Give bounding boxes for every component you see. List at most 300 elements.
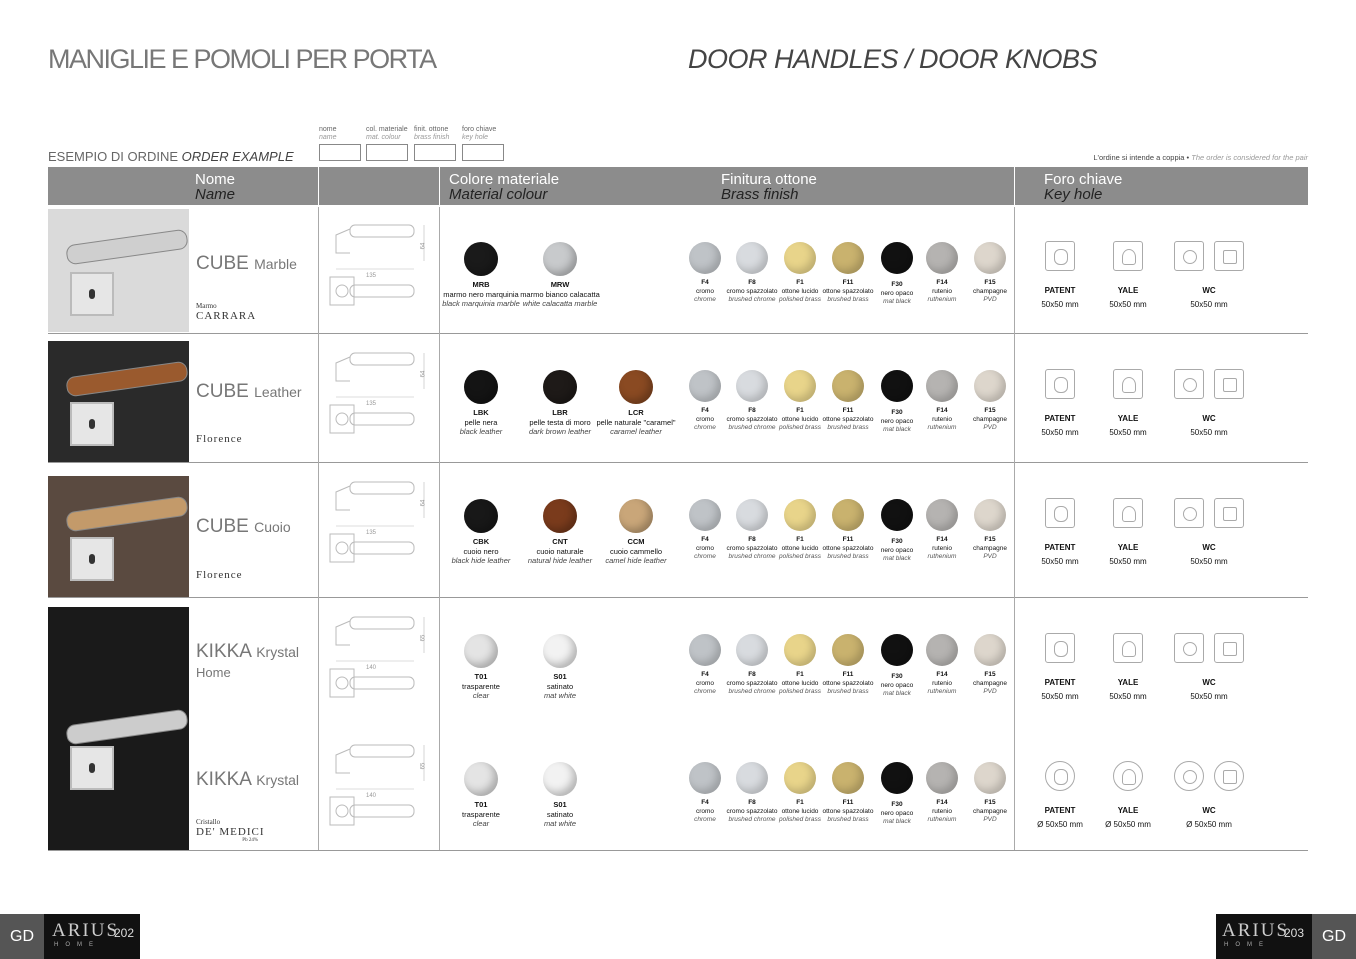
finish-code: F8 — [748, 799, 756, 806]
wc-inner-shape — [1223, 250, 1237, 264]
keyhole-type: PATENT — [1044, 543, 1076, 552]
dimension-width: 135 — [366, 530, 377, 536]
finish-code: F30 — [891, 281, 903, 288]
material-swatch — [619, 370, 653, 404]
keyhole-type: YALE — [1117, 414, 1139, 423]
finish-name-en: PVD — [983, 424, 997, 431]
keyhole-size: 50x50 mm — [1041, 428, 1079, 437]
finish-name-en: PVD — [983, 296, 997, 303]
product-name-variant: Krystal — [256, 772, 299, 788]
brand-logo-main: Florence — [196, 433, 243, 445]
finish-name-it: rutenio — [932, 415, 952, 423]
material-code: MRW — [550, 280, 570, 289]
keyhole-yale-icon — [1113, 369, 1143, 399]
finish-name-en: PVD — [983, 553, 997, 560]
order-field-2 — [414, 126, 456, 161]
page-number-left: 202 — [114, 926, 135, 940]
material-swatch — [543, 242, 577, 276]
wc-release-icon — [1214, 761, 1244, 791]
brand-logo-note: Pb 24% — [242, 838, 258, 843]
finish-name-en: polished brass — [779, 424, 821, 431]
keyhole-patent-icon — [1045, 369, 1075, 399]
finish-name-it: champagne — [973, 287, 1007, 295]
finish-swatch — [736, 762, 768, 794]
order-field-caption-it: finit. ottone — [414, 126, 449, 133]
material-label — [591, 537, 681, 566]
finish-code: F15 — [984, 407, 996, 414]
technical-drawing — [326, 613, 434, 713]
home-logo-right: HOME — [1224, 942, 1270, 948]
finish-name-it: cromo — [695, 287, 715, 295]
material-swatch — [464, 634, 498, 668]
finish-name-it: champagne — [973, 415, 1007, 423]
keyhole-label — [1169, 284, 1249, 312]
finish-name-it: rutenio — [932, 287, 952, 295]
keyhole-patent-icon — [1045, 633, 1075, 663]
keyhole-patent-icon — [1045, 498, 1075, 528]
finish-swatch — [974, 242, 1006, 274]
keyhole-type: YALE — [1117, 678, 1139, 687]
material-swatch — [464, 242, 498, 276]
finish-name-it: champagne — [973, 679, 1007, 687]
finish-name-en: mat black — [883, 555, 911, 562]
keyhole-label — [1169, 541, 1249, 569]
keyhole-size: 50x50 mm — [1109, 428, 1147, 437]
finish-name-it: nero opaco — [880, 681, 914, 689]
keyhole-size: 50x50 mm — [1190, 692, 1228, 701]
finish-code: F30 — [891, 801, 903, 808]
keyhole-type: WC — [1202, 414, 1216, 423]
finish-name-en: brushed chrome — [728, 688, 776, 695]
order-field-caption — [414, 126, 456, 142]
material-code: CCM — [627, 537, 645, 546]
finish-code: F4 — [701, 536, 709, 543]
arius-logo-right: ARIUS — [1222, 920, 1290, 941]
order-field-caption-it: col. materiale — [366, 126, 408, 133]
product-name-main: CUBE — [196, 253, 249, 274]
finish-name-it: cromo — [695, 415, 715, 423]
material-name-en: mat white — [543, 691, 577, 700]
keyhole-type: PATENT — [1044, 414, 1076, 423]
material-name-it: marmo nero marquinia — [443, 289, 519, 299]
finish-code: F15 — [984, 536, 996, 543]
finish-name-it: cromo — [695, 807, 715, 815]
finish-label — [960, 279, 1020, 305]
finish-label — [960, 671, 1020, 697]
material-swatch — [464, 499, 498, 533]
keyhole-size: 50x50 mm — [1041, 300, 1079, 309]
finish-code: F15 — [984, 279, 996, 286]
product-name-main: CUBE — [196, 381, 249, 402]
finish-swatch — [881, 499, 913, 531]
finish-swatch — [926, 762, 958, 794]
material-name-it: trasparente — [462, 681, 500, 691]
finish-code: F14 — [936, 279, 948, 286]
finish-swatch — [881, 242, 913, 274]
keyhole-inner-shape — [1054, 506, 1068, 522]
material-label — [436, 800, 526, 829]
material-name-it: cuoio cammello — [609, 546, 663, 556]
material-name-en: natural hide leather — [527, 556, 593, 565]
material-swatch — [543, 499, 577, 533]
lever-shape — [65, 229, 189, 266]
finish-swatch — [832, 762, 864, 794]
finish-code: F14 — [936, 671, 948, 678]
order-field-caption-en: name — [319, 134, 337, 141]
pair-note: L'ordine si intende a coppia • The order is considered for the pair — [1093, 153, 1308, 162]
technical-drawing — [326, 478, 434, 578]
keyhole-size: Ø 50x50 mm — [1186, 820, 1232, 829]
finish-name-en: mat black — [883, 426, 911, 433]
keyhole-type: YALE — [1117, 806, 1139, 815]
finish-swatch — [784, 499, 816, 531]
wc-inner-shape — [1223, 642, 1237, 656]
brand-logo-main: DE' MEDICI — [196, 826, 265, 838]
material-label — [436, 537, 526, 566]
finish-swatch — [881, 370, 913, 402]
finish-name-it: champagne — [973, 807, 1007, 815]
keyhole-inner-shape — [1122, 249, 1136, 265]
order-field-input[interactable] — [414, 144, 456, 161]
finish-code: F8 — [748, 536, 756, 543]
brand-logo-main: Florence — [196, 569, 243, 581]
order-field-0 — [319, 126, 361, 161]
finish-code: F4 — [701, 279, 709, 286]
technical-drawing — [326, 741, 434, 841]
order-field-caption — [319, 126, 361, 142]
finish-name-en: mat black — [883, 818, 911, 825]
keyhole-shape — [89, 763, 95, 773]
page-title-en: DOOR HANDLES / DOOR KNOBS — [688, 44, 1098, 74]
finish-name-it: nero opaco — [880, 417, 914, 425]
technical-drawing — [326, 349, 434, 449]
footer-left — [0, 914, 140, 959]
finish-name-en: polished brass — [779, 553, 821, 560]
finish-swatch — [784, 762, 816, 794]
wc-release-icon — [1214, 369, 1244, 399]
keyhole-label — [1169, 412, 1249, 440]
material-swatch — [543, 762, 577, 796]
keyhole-label — [1169, 804, 1249, 832]
keyhole-type: WC — [1202, 286, 1216, 295]
product-name-main: KIKKA — [196, 641, 251, 662]
dimension-width: 135 — [366, 273, 377, 279]
keyhole-inner-shape — [1054, 249, 1068, 265]
order-field-caption — [366, 126, 408, 142]
wc-inner-shape — [1183, 642, 1197, 656]
material-name-it: cuoio naturale — [536, 546, 584, 556]
finish-code: F4 — [701, 671, 709, 678]
finish-swatch — [926, 499, 958, 531]
page-title-it: MANIGLIE E POMOLI PER PORTA — [48, 44, 436, 74]
material-label — [515, 280, 605, 309]
table-header — [48, 167, 1308, 205]
keyhole-size: 50x50 mm — [1041, 557, 1079, 566]
material-name-it: satinato — [546, 681, 574, 691]
product-name-variant: Marble — [254, 256, 297, 272]
finish-code: F1 — [796, 536, 804, 543]
finish-name-it: ottone lucido — [781, 415, 819, 423]
wc-inner-shape — [1223, 770, 1237, 784]
finish-code: F4 — [701, 799, 709, 806]
arius-logo: ARIUS — [52, 920, 120, 941]
finish-name-en: mat black — [883, 298, 911, 305]
material-name-en: black leather — [459, 427, 503, 436]
keyhole-label — [1088, 676, 1168, 704]
brand-logo-main: CARRARA — [196, 310, 257, 322]
finish-swatch — [689, 762, 721, 794]
finish-swatch — [689, 499, 721, 531]
wc-release-icon — [1214, 498, 1244, 528]
material-code: LBK — [473, 408, 489, 417]
order-field-input[interactable] — [319, 144, 361, 161]
material-code: CNT — [552, 537, 568, 546]
finish-swatch — [926, 242, 958, 274]
finish-name-it: nero opaco — [880, 289, 914, 297]
finish-name-en: brushed brass — [827, 424, 869, 431]
finish-name-it: ottone spazzolato — [822, 679, 874, 687]
page-number-right: 203 — [1284, 926, 1305, 940]
finish-code: F11 — [842, 536, 854, 543]
finish-swatch — [784, 370, 816, 402]
keyhole-shape — [89, 554, 95, 564]
row-divider — [48, 850, 1308, 851]
material-label — [515, 800, 605, 829]
wc-release-icon — [1214, 633, 1244, 663]
keyhole-yale-icon — [1113, 241, 1143, 271]
finish-name-en: ruthenium — [927, 553, 957, 560]
order-field-input[interactable] — [366, 144, 408, 161]
key-rose-shape — [70, 537, 114, 581]
finish-name-it: nero opaco — [880, 546, 914, 554]
keyhole-yale-icon — [1113, 633, 1143, 663]
keyhole-label — [1088, 412, 1168, 440]
keyhole-inner-shape — [1122, 377, 1136, 393]
finish-code: F11 — [842, 799, 854, 806]
finish-code: F8 — [748, 671, 756, 678]
finish-swatch — [736, 634, 768, 666]
finish-name-en: mat black — [883, 690, 911, 697]
finish-name-en: brushed chrome — [728, 816, 776, 823]
finish-code: F30 — [891, 673, 903, 680]
keyhole-label — [1169, 676, 1249, 704]
wc-inner-shape — [1183, 378, 1197, 392]
order-field-3 — [462, 126, 504, 161]
finish-label — [960, 536, 1020, 562]
order-field-caption-it: foro chiave — [462, 126, 497, 133]
brand-logo — [196, 433, 242, 445]
finish-swatch — [832, 499, 864, 531]
material-name-it: cuoio nero — [463, 546, 499, 556]
keyhole-type: YALE — [1117, 286, 1139, 295]
material-code: CBK — [472, 537, 490, 546]
product-subname: Home — [196, 665, 231, 680]
order-field-input[interactable] — [462, 144, 504, 161]
keyhole-label — [1088, 804, 1168, 832]
material-name-en: dark brown leather — [528, 427, 592, 436]
dimension-width: 135 — [366, 401, 377, 407]
home-logo: HOME — [54, 942, 100, 948]
product-photo — [48, 476, 189, 597]
material-code: LBR — [552, 408, 568, 417]
product-name — [196, 641, 299, 663]
keyhole-type: WC — [1202, 806, 1216, 815]
row-divider — [48, 597, 1308, 598]
finish-name-en: ruthenium — [927, 296, 957, 303]
finish-code: F15 — [984, 799, 996, 806]
finish-name-en: brushed chrome — [728, 553, 776, 560]
material-name-en: black marquinia marble — [442, 299, 520, 308]
finish-code: F1 — [796, 671, 804, 678]
keyhole-type: PATENT — [1044, 286, 1076, 295]
finish-name-en: brushed chrome — [728, 296, 776, 303]
material-swatch — [464, 762, 498, 796]
material-swatch — [543, 634, 577, 668]
finish-name-it: cromo spazzolato — [726, 679, 778, 687]
gd-logo-icon: GD — [0, 914, 44, 959]
keyhole-type: YALE — [1117, 543, 1139, 552]
dimension-height: 64 — [420, 242, 427, 250]
finish-name-it: rutenio — [932, 679, 952, 687]
keyhole-inner-shape — [1054, 769, 1068, 785]
finish-code: F11 — [842, 671, 854, 678]
material-code: LCR — [628, 408, 644, 417]
product-name-main: KIKKA — [196, 769, 251, 790]
finish-name-it: cromo spazzolato — [726, 544, 778, 552]
finish-name-it: cromo — [695, 544, 715, 552]
finish-name-en: ruthenium — [927, 816, 957, 823]
wc-inner-shape — [1223, 378, 1237, 392]
keyhole-size: 50x50 mm — [1190, 300, 1228, 309]
keyhole-size: 50x50 mm — [1041, 692, 1079, 701]
material-label — [515, 672, 605, 701]
finish-code: F14 — [936, 407, 948, 414]
finish-name-en: PVD — [983, 816, 997, 823]
product-photo — [48, 209, 189, 332]
material-name-it: satinato — [546, 809, 574, 819]
wc-knob-icon — [1174, 241, 1204, 271]
finish-name-en: chrome — [694, 296, 716, 303]
wc-inner-shape — [1183, 250, 1197, 264]
keyhole-type: WC — [1202, 678, 1216, 687]
finish-swatch — [926, 370, 958, 402]
key-rose-shape — [70, 402, 114, 446]
finish-code: F1 — [796, 799, 804, 806]
finish-swatch — [784, 634, 816, 666]
finish-code: F11 — [842, 279, 854, 286]
finish-code: F1 — [796, 407, 804, 414]
wc-knob-icon — [1174, 633, 1204, 663]
gd-logo-right-icon: GD — [1312, 914, 1356, 959]
finish-swatch — [832, 370, 864, 402]
material-swatch — [464, 370, 498, 404]
finish-code: F1 — [796, 279, 804, 286]
finish-label — [960, 407, 1020, 433]
finish-swatch — [974, 499, 1006, 531]
header-key: Foro chiave Key hole — [1044, 171, 1123, 203]
material-code: S01 — [553, 800, 567, 809]
finish-code: F30 — [891, 538, 903, 545]
keyhole-inner-shape — [1122, 769, 1136, 785]
material-name-en: mat white — [543, 819, 577, 828]
material-name-en: camel hide leather — [605, 556, 667, 565]
dimension-height: 65 — [420, 634, 427, 642]
finish-name-en: ruthenium — [927, 688, 957, 695]
keyhole-inner-shape — [1122, 641, 1136, 657]
keyhole-patent-icon — [1045, 761, 1075, 791]
row-divider — [48, 462, 1308, 463]
order-field-caption-it: nome — [319, 126, 337, 133]
footer-right — [1216, 914, 1356, 959]
order-field-caption — [462, 126, 504, 142]
finish-swatch — [736, 499, 768, 531]
finish-code: F11 — [842, 407, 854, 414]
material-swatch — [619, 499, 653, 533]
lever-shape — [65, 496, 189, 533]
lever-shape — [65, 361, 189, 398]
material-label — [436, 672, 526, 701]
row-divider — [48, 333, 1308, 334]
material-label — [436, 280, 526, 309]
finish-name-en: chrome — [694, 424, 716, 431]
material-name-it: pelle naturale "caramel" — [596, 417, 676, 427]
header-finish: Finitura ottone Brass finish — [721, 171, 817, 203]
keyhole-type: PATENT — [1044, 806, 1076, 815]
finish-name-it: nero opaco — [880, 809, 914, 817]
order-example-label: ESEMPIO DI ORDINE ORDER EXAMPLE — [48, 149, 294, 164]
finish-name-it: ottone lucido — [781, 287, 819, 295]
finish-name-en: chrome — [694, 553, 716, 560]
finish-name-it: rutenio — [932, 807, 952, 815]
finish-swatch — [736, 370, 768, 402]
finish-name-en: polished brass — [779, 688, 821, 695]
header-colour: Colore materiale Material colour — [449, 171, 560, 203]
order-field-caption-en: key hole — [462, 134, 489, 141]
finish-code: F15 — [984, 671, 996, 678]
keyhole-type: PATENT — [1044, 678, 1076, 687]
finish-name-en: brushed chrome — [728, 424, 776, 431]
material-code: T01 — [474, 800, 488, 809]
finish-name-it: champagne — [973, 544, 1007, 552]
material-code: S01 — [553, 672, 567, 681]
finish-swatch — [832, 634, 864, 666]
finish-name-it: ottone spazzolato — [822, 544, 874, 552]
keyhole-patent-icon — [1045, 241, 1075, 271]
finish-swatch — [974, 634, 1006, 666]
keyhole-size: 50x50 mm — [1190, 557, 1228, 566]
finish-swatch — [974, 370, 1006, 402]
finish-name-it: cromo spazzolato — [726, 287, 778, 295]
material-code: MRB — [472, 280, 490, 289]
finish-name-en: brushed brass — [827, 553, 869, 560]
brand-logo-top: Marmo — [196, 302, 217, 310]
keyhole-shape — [89, 289, 95, 299]
product-name-variant: Cuoio — [254, 519, 291, 535]
finish-name-en: ruthenium — [927, 424, 957, 431]
finish-name-it: ottone lucido — [781, 544, 819, 552]
material-name-en: clear — [472, 819, 490, 828]
finish-swatch — [784, 242, 816, 274]
keyhole-size: 50x50 mm — [1109, 692, 1147, 701]
finish-swatch — [926, 634, 958, 666]
technical-drawing — [326, 221, 434, 321]
keyhole-size: 50x50 mm — [1190, 428, 1228, 437]
header-name: Nome Name — [195, 171, 236, 203]
key-rose-shape — [70, 272, 114, 316]
keyhole-size: 50x50 mm — [1109, 557, 1147, 566]
finish-swatch — [881, 634, 913, 666]
finish-name-en: brushed brass — [827, 816, 869, 823]
